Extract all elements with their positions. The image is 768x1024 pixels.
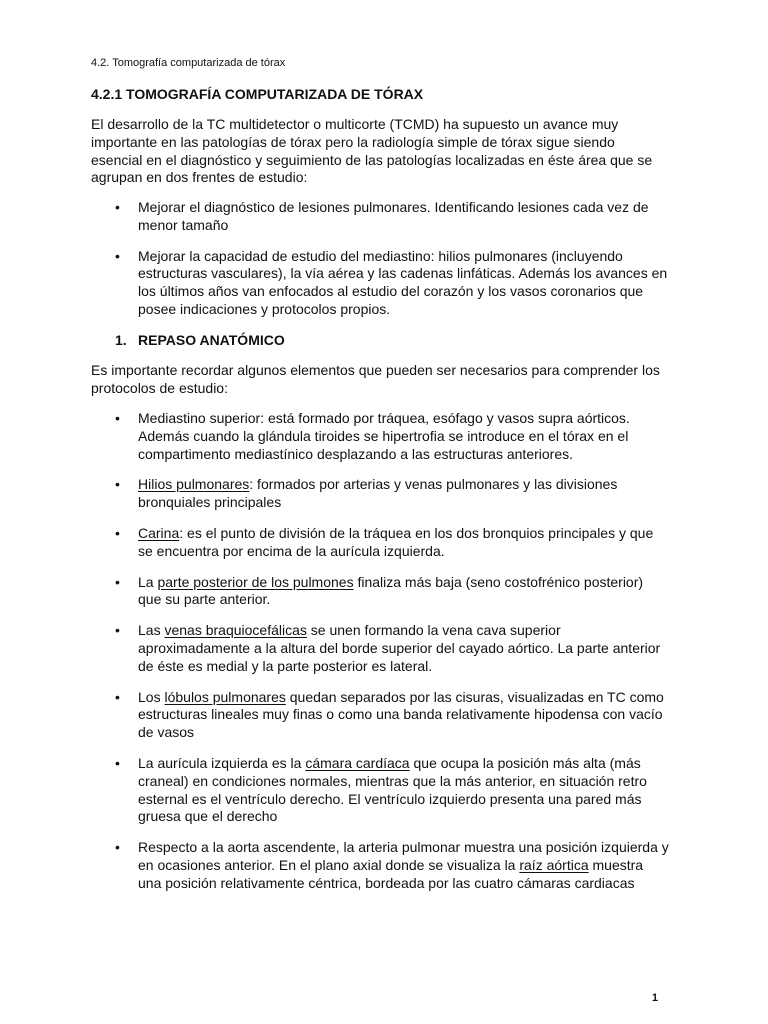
list-item xyxy=(91,755,669,826)
item-text: Las xyxy=(138,622,165,639)
item-text: La xyxy=(138,573,158,590)
item-text: : es el punto de división de la tráquea en los dos bronquios principales y que se encuentra por encima de la aurícula izquierda. xyxy=(138,524,654,559)
underlined-term: venas braquiocefálicas xyxy=(164,622,307,639)
section-title: 4.2.1 TOMOGRAFÍA COMPUTARIZADA DE TÓRAX xyxy=(91,86,424,102)
item-text: Los xyxy=(138,688,165,705)
underlined-term: cámara cardíaca xyxy=(305,754,410,771)
underlined-term: parte posterior de los pulmones xyxy=(157,573,354,590)
list-item xyxy=(91,622,669,675)
bullet-icon: • xyxy=(115,199,120,215)
item-text: quedan separados por las cisuras, visualizadas en TC como estructuras lineales muy finas o como una banda relativamente hipodensa con vacío de vasos xyxy=(138,688,664,741)
bullet-icon: • xyxy=(115,476,120,493)
list-item-text: Mejorar el diagnóstico de lesiones pulmonares. Identificando lesiones cada vez de menor tamaño xyxy=(138,199,649,233)
bullet-icon: • xyxy=(115,410,120,426)
list-item-text: Mejorar la capacidad de estudio del mediastino: hilios pulmonares (incluyendo estructuras vasculares), la vía aérea y las cadenas linfáticas. Además los avances en los últimos años van enfocados al estudio del corazón y los vasos coronarios que posee indicaciones y protocolos propios. xyxy=(138,247,668,317)
bullet-icon: • xyxy=(115,754,120,771)
anatomy-intro-paragraph: Es importante recordar algunos elementos que pueden ser necesarios para comprender los protocolos de estudio: xyxy=(91,362,660,396)
item-text: que ocupa la posición más alta (más craneal) en condiciones normales, mientras que la más anterior, en situación retro esternal es el ventrículo derecho. El ventrículo izquierdo presenta una pared más gruesa que el derecho xyxy=(138,754,647,825)
item-text: se unen formando la vena cava superior aproximadamente a la altura del borde superior del cayado aórtico. La parte anterior de éste es medial y la parte posterior es lateral. xyxy=(138,622,661,674)
running-header: 4.2. Tomografía computarizada de tórax xyxy=(91,57,286,69)
bullet-icon: • xyxy=(115,247,120,264)
list-item xyxy=(91,248,669,319)
item-text: finaliza más baja (seno costofrénico posterior) que su parte anterior. xyxy=(138,573,644,608)
subsection-number: 1. xyxy=(115,332,127,348)
item-text: La aurícula izquierda es la xyxy=(138,754,306,771)
list-item xyxy=(91,199,669,235)
item-text: : formados por arterias y venas pulmonares y las divisiones bronquiales principales xyxy=(138,476,618,511)
page-number: 1 xyxy=(651,992,658,1004)
list-item xyxy=(91,476,669,512)
underlined-term: raíz aórtica xyxy=(519,856,589,873)
list-item xyxy=(91,689,669,742)
underlined-term: lóbulos pulmonares xyxy=(164,688,286,705)
subsection-title: REPASO ANATÓMICO xyxy=(138,332,285,348)
anatomy-list xyxy=(91,410,669,893)
study-fronts-list xyxy=(91,199,669,319)
list-item xyxy=(91,839,669,892)
intro-paragraph: El desarrollo de la TC multidetector o multicorte (TCMD) ha supuesto un avance muy importante en las patologías de tórax pero la radiología simple de tórax sigue siendo esencial en el diagnóstico y seguimiento de las patologías localizadas en éste área que se agrupan en dos frentes de estudio: xyxy=(91,116,653,186)
bullet-icon: • xyxy=(115,622,120,639)
underlined-term: Carina xyxy=(138,524,180,541)
bullet-icon: • xyxy=(115,524,120,541)
list-item xyxy=(91,525,669,561)
bullet-icon: • xyxy=(115,573,120,590)
bullet-icon: • xyxy=(115,839,120,856)
list-item xyxy=(91,410,669,463)
underlined-term: Hilios pulmonares xyxy=(138,476,250,493)
item-text: Respecto a la aorta ascendente, la arteria pulmonar muestra una posición izquierda y en ocasiones anterior. En el plano axial donde se visualiza la xyxy=(138,839,669,873)
item-text: Mediastino superior: está formado por tráquea, esófago y vasos supra aórticos. Además cuando la glándula tiroides se hipertrofia se introduce en el tórax en el compartimento mediastínico desplazando a las estructuras anteriores. xyxy=(138,410,630,462)
list-item xyxy=(91,574,669,610)
item-text: muestra una posición relativamente céntrica, bordeada por las cuatro cámaras cardiacas xyxy=(138,856,644,891)
subsection-heading xyxy=(115,332,285,349)
bullet-icon: • xyxy=(115,688,120,705)
